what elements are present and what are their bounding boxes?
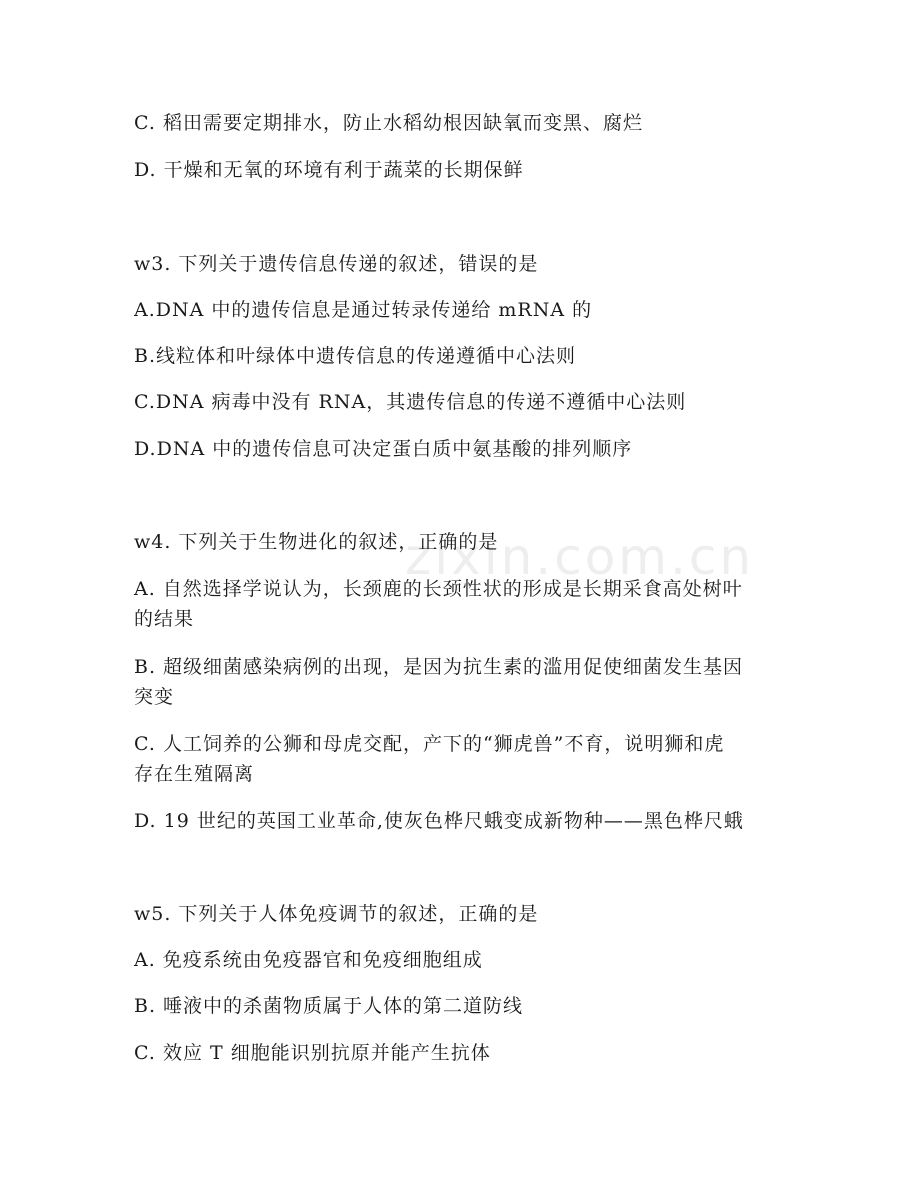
q4-option-b-line2: 突变 [134,686,175,708]
q2-option-d: D. 干燥和无氧的环境有利于蔬菜的长期保鲜 [134,159,524,181]
q3-option-d: D.DNA 中的遗传信息可决定蛋白质中氨基酸的排列顺序 [134,438,633,460]
q5-option-c: C. 效应 T 细胞能识别抗原并能产生抗体 [134,1042,491,1064]
q4-option-a-line1: A. 自然选择学说认为，长颈鹿的长颈性状的形成是长期采食高处树叶 [134,578,743,600]
q5-stem: w5. 下列关于人体免疫调节的叙述，正确的是 [134,903,539,925]
q2-option-c: C. 稻田需要定期排水，防止水稻幼根因缺氧而变黑、腐烂 [134,112,643,134]
q4-stem: w4. 下列关于生物进化的叙述，正确的是 [134,531,499,553]
q3-option-b: B.线粒体和叶绿体中遗传信息的传递遵循中心法则 [134,345,577,367]
q3-option-a: A.DNA 中的遗传信息是通过转录传递给 mRNA 的 [134,299,593,321]
q4-option-c-line1: C. 人工饲养的公狮和母虎交配，产下的“狮虎兽”不育，说明狮和虎 [134,733,725,755]
q4-option-b-line1: B. 超级细菌感染病例的出现，是因为抗生素的滥用促使细菌发生基因 [134,656,744,678]
q4-option-c-line2: 存在生殖隔离 [134,763,255,785]
q5-option-a: A. 免疫系统由免疫器官和免疫细胞组成 [134,949,483,971]
q5-option-b: B. 唾液中的杀菌物质属于人体的第二道防线 [134,995,524,1017]
watermark: zixin.com.cn [405,528,755,586]
q4-option-a-line2: 的结果 [134,608,195,630]
q4-option-d: D. 19 世纪的英国工业革命,使灰色桦尺蛾变成新物种——黑色桦尺蛾 [134,810,744,832]
q3-stem: w3. 下列关于遗传信息传递的叙述，错误的是 [134,253,539,275]
q3-option-c: C.DNA 病毒中没有 RNA，其遗传信息的传递不遵循中心法则 [134,391,687,413]
